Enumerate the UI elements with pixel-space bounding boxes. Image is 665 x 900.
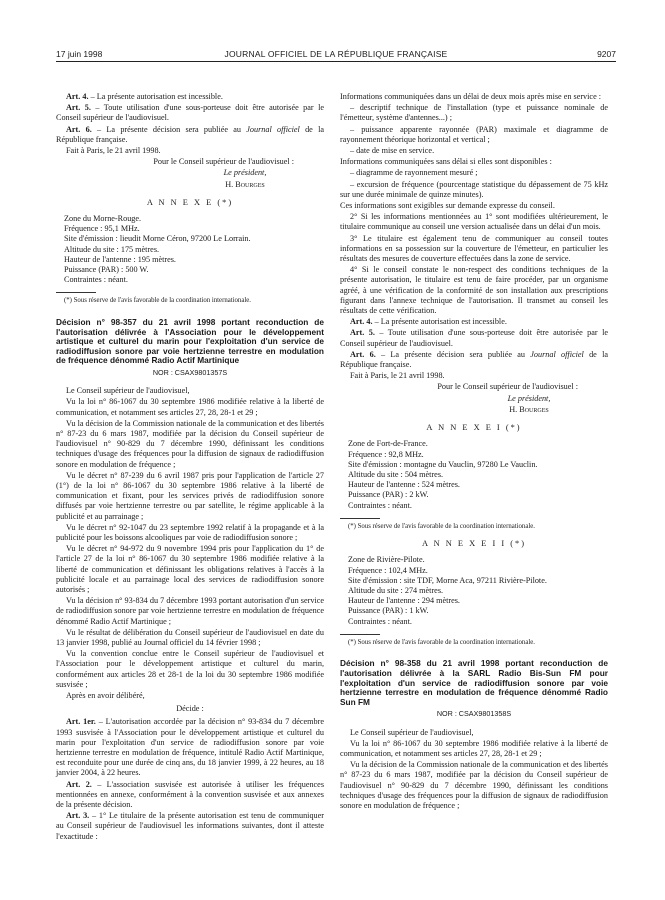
header-rule <box>56 61 616 62</box>
annex-title: A N N E X E (*) <box>146 197 234 207</box>
annex-line: Zone du Morne-Rouge. <box>64 214 142 224</box>
paragraph: Ces informations sont exigibles sur demande expresse du conseil. <box>340 201 555 211</box>
annex-line: Contraintes : néant. <box>64 275 128 285</box>
article-3: Art. 3. – 1° Le titulaire de la présente autorisation est tenu de communiquer au Conseil supérieur de l'audiovisuel les informations suivantes, dont il atteste l'exactitude : <box>56 811 324 841</box>
footnote: (*) Sous réserve de l'avis favorable de la coordination internationale. <box>348 522 535 530</box>
nor-reference: NOR : CSAX9801357S <box>152 367 228 377</box>
paragraph: – descriptif technique de l'installation (type et puissance nominale de l'émetteur, système d'antennes...) ; <box>340 103 608 123</box>
annex-line: Contraintes : néant. <box>348 500 412 510</box>
annex-line: Site d'émission : montagne du Vauclin, 97280 Le Vauclin. <box>348 459 538 469</box>
left-column <box>56 92 324 843</box>
paragraph: Après en avoir délibéré, <box>66 691 145 701</box>
paragraph: – diagramme de rayonnement mesuré ; <box>350 168 478 178</box>
annex-line: Site d'émission : site TDF, Morne Aca, 97211 Rivière-Pilote. <box>348 575 547 585</box>
paragraph: 3° Le titulaire est également tenu de communiquer au conseil toutes informations en sa possession sur la couverture de l'émetteur, en particulier les résultats des mesures de couverture effectuées dans la zone de service. <box>340 233 608 264</box>
article-1: Art. 1er. – L'autorisation accordée par la décision n° 93-834 du 7 décembre 1993 susvisée à l'Association pour le développement artistique et culturel du marin pour l'exploitation d'un service de radiodiffusion sonore par voie hertzienne terrestre en modulation de fréquence, intitulé Radio Actif Martinique, est reconduite pour une durée de cinq ans, du 18 janvier 1999, à 22 heures, au 18 janvier 2004, à 22 heures. <box>56 717 324 778</box>
footnote: (*) Sous réserve de l'avis favorable de la coordination internationale. <box>348 638 535 646</box>
paragraph: Vu la loi n° 86-1067 du 30 septembre 1986 modifiée relative à la liberté de communication, et notamment ses articles 27, 28, 28-1 et 29 ; <box>340 738 608 758</box>
signature-title: Le président, <box>223 168 267 178</box>
article-5: Art. 5. – Toute utilisation d'une sous-porteuse doit être autorisée par le Conseil supérieur de l'audiovisuel. <box>340 328 608 348</box>
paragraph: – excursion de fréquence (pourcentage statistique du dépassement de 75 kHz sur une durée minimale de quinze minutes). <box>340 179 608 199</box>
annex-line: Altitude du site : 274 mètres. <box>348 586 444 596</box>
paragraph: 4° Si le conseil constate le non-respect des conditions techniques de la présente autorisation, le titulaire est tenu de faire procéder, par un organisme agréé, à une vérification de la conformité de son installation aux prescriptions figurant dans l'annexe technique de l'autorisation. Il transmet au conseil les résultats de cette vérification. <box>340 265 608 316</box>
annex-line: Zone de Fort-de-France. <box>348 439 428 449</box>
annex-line: Puissance (PAR) : 1 kW. <box>348 606 429 616</box>
paragraph: Vu le décret n° 92-1047 du 23 septembre 1992 relatif à la propagande et à la publicité pour les boissons alcooliques par voie de radiodiffusion sonore ; <box>56 522 324 542</box>
paragraph: Informations communiquées dans un délai de deux mois après mise en service : <box>340 92 602 101</box>
paragraph: Vu la loi n° 86-1067 du 30 septembre 1986 modifiée relative à la liberté de communication, et notamment ses articles 27, 28, 28-1 et 29 ; <box>56 397 324 417</box>
signatory: H. Bourges <box>509 404 549 414</box>
footnote: (*) Sous réserve de l'avis favorable de la coordination internationale. <box>64 297 251 305</box>
article-2: Art. 2. – L'association susvisée est autorisée à utiliser les fréquences mentionnées en annexe, conformément à la convention susvisée et aux annexes de la présente décision. <box>56 779 325 810</box>
annex-line: Fréquence : 95,1 MHz. <box>64 224 140 234</box>
paragraph: – puissance apparente rayonnée (PAR) maximale et diagramme de rayonnement théorique horizontal et vertical ; <box>340 124 608 144</box>
article-6: Art. 6. – La présente décision sera publiée au Journal officiel de la République française. <box>56 124 324 144</box>
right-column <box>340 92 608 812</box>
decision-heading: Décision n° 98-358 du 21 avril 1998 portant reconduction de l'autorisation délivrée à la SARL Radio Bis-Sun FM pour l'exploitation d'un service de radiodiffusion sonore par voie hertzienne terrestre en modulation de fréquence dénommé Radio Sun FM <box>340 658 608 707</box>
paragraph: – date de mise en service. <box>350 146 435 156</box>
paragraph: Le Conseil supérieur de l'audiovisuel, <box>66 386 190 396</box>
header-title: JOURNAL OFFICIEL DE LA RÉPUBLIQUE FRANÇAISE <box>224 49 448 59</box>
signature-intro: Pour le Conseil supérieur de l'audiovisuel : <box>437 382 578 392</box>
decision-heading: Décision n° 98-357 du 21 avril 1998 portant reconduction de l'autorisation délivrée à l'Association pour le développement artistique et culturel du marin pour l'exploitation d'un service de radiodiffusion sonore par voie hertzienne terrestre en modulation de fréquence dénommé Radio Actif Martinique <box>56 316 324 366</box>
article-5: Art. 5. – Toute utilisation d'une sous-porteuse doit être autorisée par le Conseil supérieur de l'audiovisuel. <box>56 103 324 123</box>
annex-line: Altitude du site : 175 mètres. <box>64 244 160 254</box>
signature-intro: Pour le Conseil supérieur de l'audiovisuel : <box>153 157 294 167</box>
annex-line: Site d'émission : lieudit Morne Céron, 97200 Le Lorrain. <box>64 234 251 244</box>
paragraph: Vu le décret n° 94-972 du 9 novembre 1994 pris pour l'application du 1° de l'article 27 de la loi n° 86-1067 du 30 septembre 1986 modifiée relative à la liberté de communication et définissant les obligations relatives à l'accès à la publicité locale et au parrainage local des services de radiodiffusion sonore autorisés ; <box>56 544 324 594</box>
annex-2-title: A N N E X E I I (*) <box>421 539 527 549</box>
paragraph: Vu la décision de la Commission nationale de la communication et des libertés n° 87-23 du 6 mars 1987, modifiée par la décision du Conseil supérieur de l'audiovisuel n° 90-829 du 7 décembre 1990, définissant les conditions techniques d'usage des fréquences pour la diffusion de signaux de radiodiffusion sonore en modulation de fréquence ; <box>340 760 608 810</box>
fait-a-paris: Fait à Paris, le 21 avril 1998. <box>350 371 445 381</box>
signatory: H. Bourges <box>225 179 265 189</box>
footnote-rule <box>340 634 380 635</box>
annex-line: Fréquence : 102,4 MHz. <box>348 565 428 575</box>
paragraph: Vu la décision de la Commission nationale de la communication et des libertés n° 87-23 du 6 mars 1987, modifiée par la décision du Conseil supérieur de l'audiovisuel n° 90-829 du 7 décembre 1990, définissant les conditions techniques d'usage des fréquences pour la diffusion de signaux de radiodiffusion sonore en modulation de fréquence ; <box>56 418 324 469</box>
paragraph: Vu la convention conclue entre le Conseil supérieur de l'audiovisuel et l'Association pour le développement artistique et culturel du marin, conformément aux articles 28 et 28-1 de la loi du 30 septembre 1986 modifiée susvisée ; <box>56 649 324 689</box>
annex-line: Hauteur de l'antenne : 294 mètres. <box>348 596 460 606</box>
annex-1-zone-list <box>340 439 608 510</box>
footnote-rule <box>340 518 380 519</box>
paragraph: Informations communiquées sans délai si elles sont disponibles : <box>340 157 552 167</box>
article-6: Art. 6. – La présente décision sera publiée au Journal officiel de la République française. <box>340 349 608 370</box>
signature-title: Le président, <box>507 393 551 403</box>
paragraph: Vu le résultat de délibération du Conseil supérieur de l'audiovisuel en date du 13 janvier 1998, publié au Journal officiel du 14 février 1998 ; <box>56 627 324 647</box>
annex-line: Hauteur de l'antenne : 195 mètres. <box>64 254 176 264</box>
header-page-number: 9207 <box>597 49 616 59</box>
paragraph: Vu la décision n° 93-834 du 7 décembre 1993 portant autorisation d'un service de radiodiffusion sonore par voie hertzienne terrestre en modulation de fréquence dénommé Radio Actif Martinique ; <box>56 596 324 626</box>
paragraph: 2° Si les informations mentionnées au 1° sont modifiées ultérieurement, le titulaire communique au conseil une version actualisée dans un délai d'un mois. <box>340 212 608 232</box>
paragraph: Le Conseil supérieur de l'audiovisuel, <box>350 727 474 737</box>
article-4: Art. 4. – La présente autorisation est incessible. <box>66 92 223 101</box>
annex-1-title: A N N E X E I (*) <box>426 423 522 433</box>
decide-heading: Décide : <box>176 704 204 714</box>
fait-a-paris: Fait à Paris, le 21 avril 1998. <box>66 146 161 156</box>
footnote-rule <box>56 292 96 293</box>
annex-2-zone-list <box>340 555 608 626</box>
annex-line: Altitude du site : 504 mètres. <box>348 469 444 479</box>
annex-line: Hauteur de l'antenne : 524 mètres. <box>348 480 460 490</box>
annex-line: Puissance (PAR) : 2 kW. <box>348 490 429 500</box>
header-date: 17 juin 1998 <box>56 49 103 59</box>
annex-zone-list <box>56 214 324 285</box>
annex-line: Zone de Rivière-Pilote. <box>348 555 425 565</box>
annex-line: Contraintes : néant. <box>348 616 412 626</box>
annex-line: Puissance (PAR) : 500 W. <box>64 265 149 275</box>
annex-line: Fréquence : 92,8 MHz. <box>348 449 424 459</box>
paragraph: Vu le décret n° 87-239 du 6 avril 1987 pris pour l'application de l'article 27 (1°) de la loi n° 86-1067 du 30 septembre 1986 relative à la liberté de communication et fixant, pour les services privés de radiodiffusion sonore diffusés par voie hertzienne terrestre ou par satellite, le régime applicable à la publicité et au parrainage ; <box>56 470 324 521</box>
article-4: Art. 4. – La présente autorisation est incessible. <box>350 317 507 327</box>
nor-reference: NOR : CSAX9801358S <box>436 709 512 719</box>
